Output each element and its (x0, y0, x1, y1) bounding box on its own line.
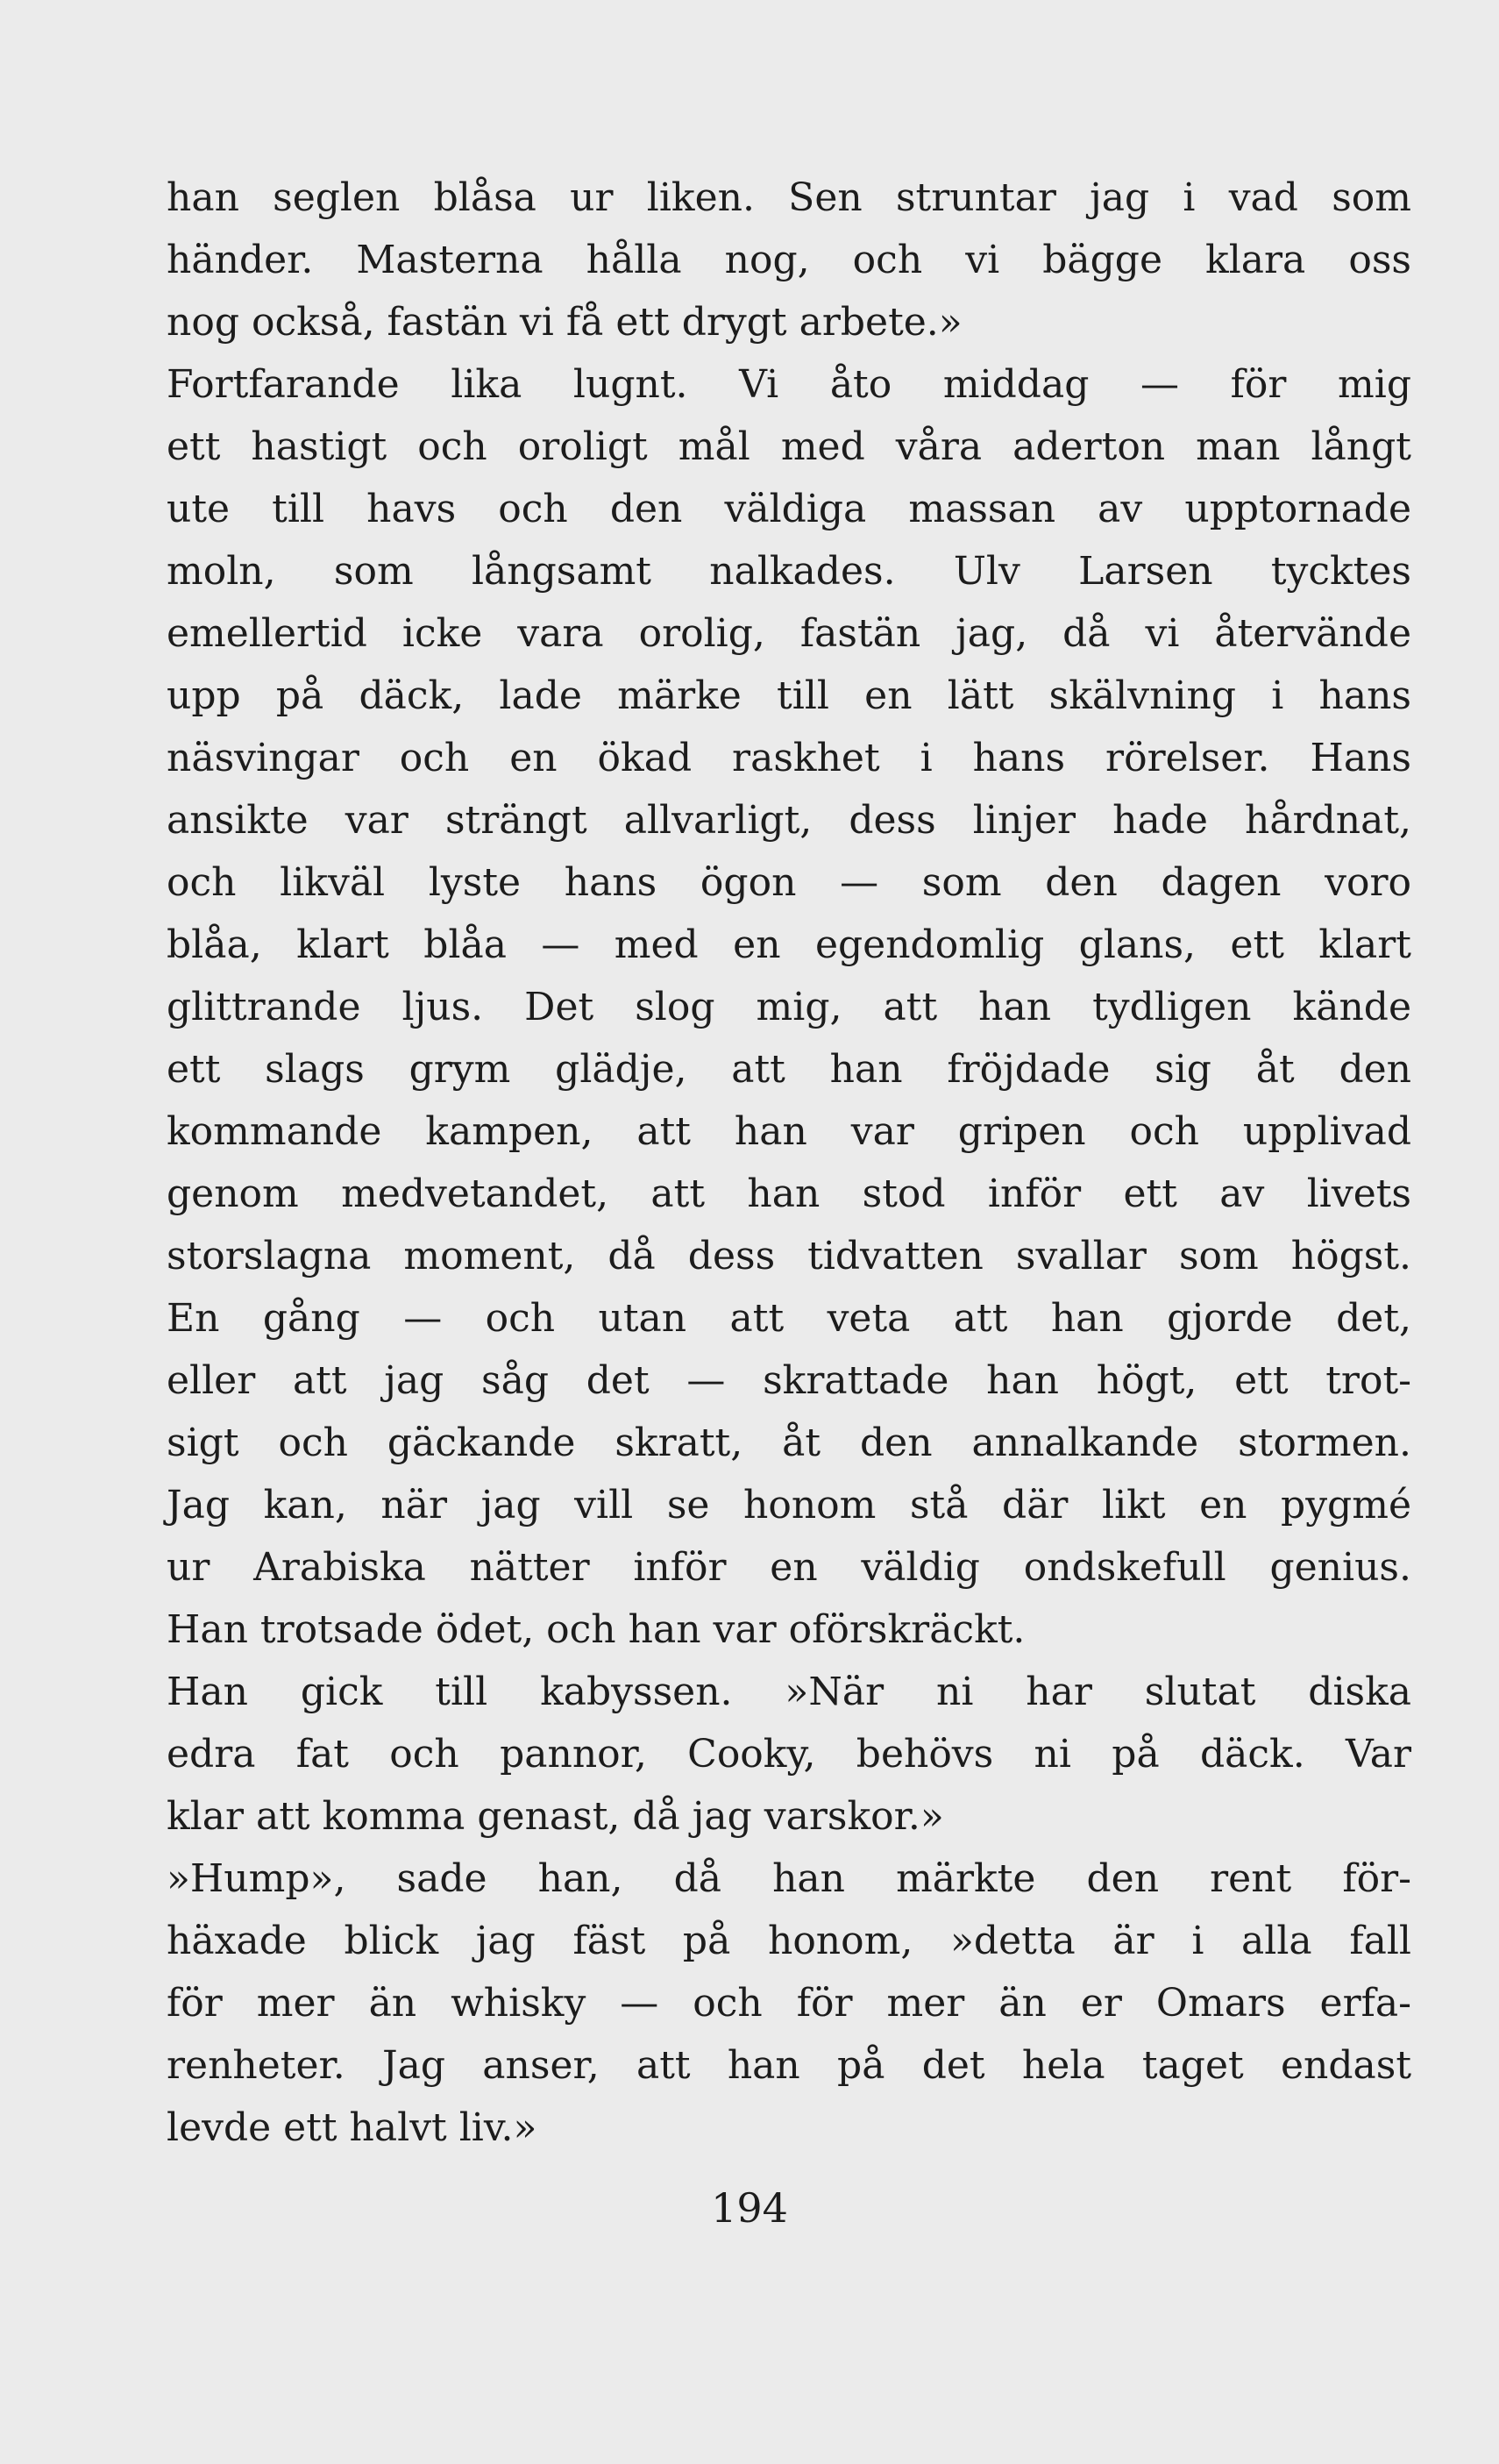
page-text-block (167, 167, 1411, 2159)
text-line: glittrande ljus. Det slog mig, att han tydligen kände (167, 985, 1411, 1029)
text-line: kommande kampen, att han var gripen och upplivad (167, 1109, 1411, 1154)
text-line: häxade blick jag fäst på honom, »detta är i alla fall (167, 1919, 1411, 1963)
text-line: levde ett halvt liv.» (167, 2105, 537, 2150)
text-line: upp på däck, lade märke till en lätt skälvning i hans (167, 673, 1411, 718)
text-line: och likväl lyste hans ögon — som den dagen voro (167, 860, 1411, 905)
text-line: En gång — och utan att veta att han gjorde det, (167, 1296, 1411, 1341)
text-line: ur Arabiska nätter inför en väldig ondskefull genius. (167, 1545, 1411, 1590)
text-line: moln, som långsamt nalkades. Ulv Larsen tycktes (167, 549, 1411, 594)
text-line: ansikte var strängt allvarligt, dess linjer hade hårdnat, (167, 798, 1411, 843)
text-line: näsvingar och en ökad raskhet i hans rörelser. Hans (167, 736, 1411, 780)
text-line: Jag kan, när jag vill se honom stå där likt en pygmé (167, 1483, 1411, 1528)
text-line: Han trotsade ödet, och han var oförskräckt. (167, 1607, 1026, 1652)
text-line: eller att jag såg det — skrattade han högt, ett trot- (167, 1358, 1411, 1403)
text-line: ett slags grym glädje, att han fröjdade sig åt den (167, 1047, 1411, 1092)
text-line: blåa, klart blåa — med en egendomlig glans, ett klart (167, 922, 1411, 967)
text-line: edra fat och pannor, Cooky, behövs ni på däck. Var (167, 1732, 1411, 1777)
text-line: »Hump», sade han, då han märkte den rent för- (167, 1856, 1411, 1901)
text-line: genom medvetandet, att han stod inför ett av livets (167, 1171, 1411, 1216)
text-line: klar att komma genast, då jag varskor.» (167, 1794, 944, 1839)
text-line: Fortfarande lika lugnt. Vi åto middag — för mig (167, 362, 1411, 407)
text-line: sigt och gäckande skratt, åt den annalkande stormen. (167, 1421, 1411, 1465)
text-line: storslagna moment, då dess tidvatten svallar som högst. (167, 1234, 1411, 1278)
text-line: emellertid icke vara orolig, fastän jag, då vi återvände (167, 611, 1411, 656)
text-line: han seglen blåsa ur liken. Sen struntar jag i vad som (167, 175, 1411, 220)
page-number: 194 (711, 2184, 788, 2232)
text-line: för mer än whisky — och för mer än er Omars erfa- (167, 1981, 1411, 2026)
text-line: Han gick till kabyssen. »När ni har slutat diska (167, 1670, 1411, 1714)
text-line: nog också, fastän vi få ett drygt arbete.» (167, 300, 963, 345)
text-line: ett hastigt och oroligt mål med våra aderton man långt (167, 424, 1411, 469)
text-line: renheter. Jag anser, att han på det hela taget endast (167, 2043, 1411, 2088)
text-line: händer. Masterna hålla nog, och vi bägge klara oss (167, 238, 1411, 282)
text-line: ute till havs och den väldiga massan av upptornade (167, 487, 1411, 531)
